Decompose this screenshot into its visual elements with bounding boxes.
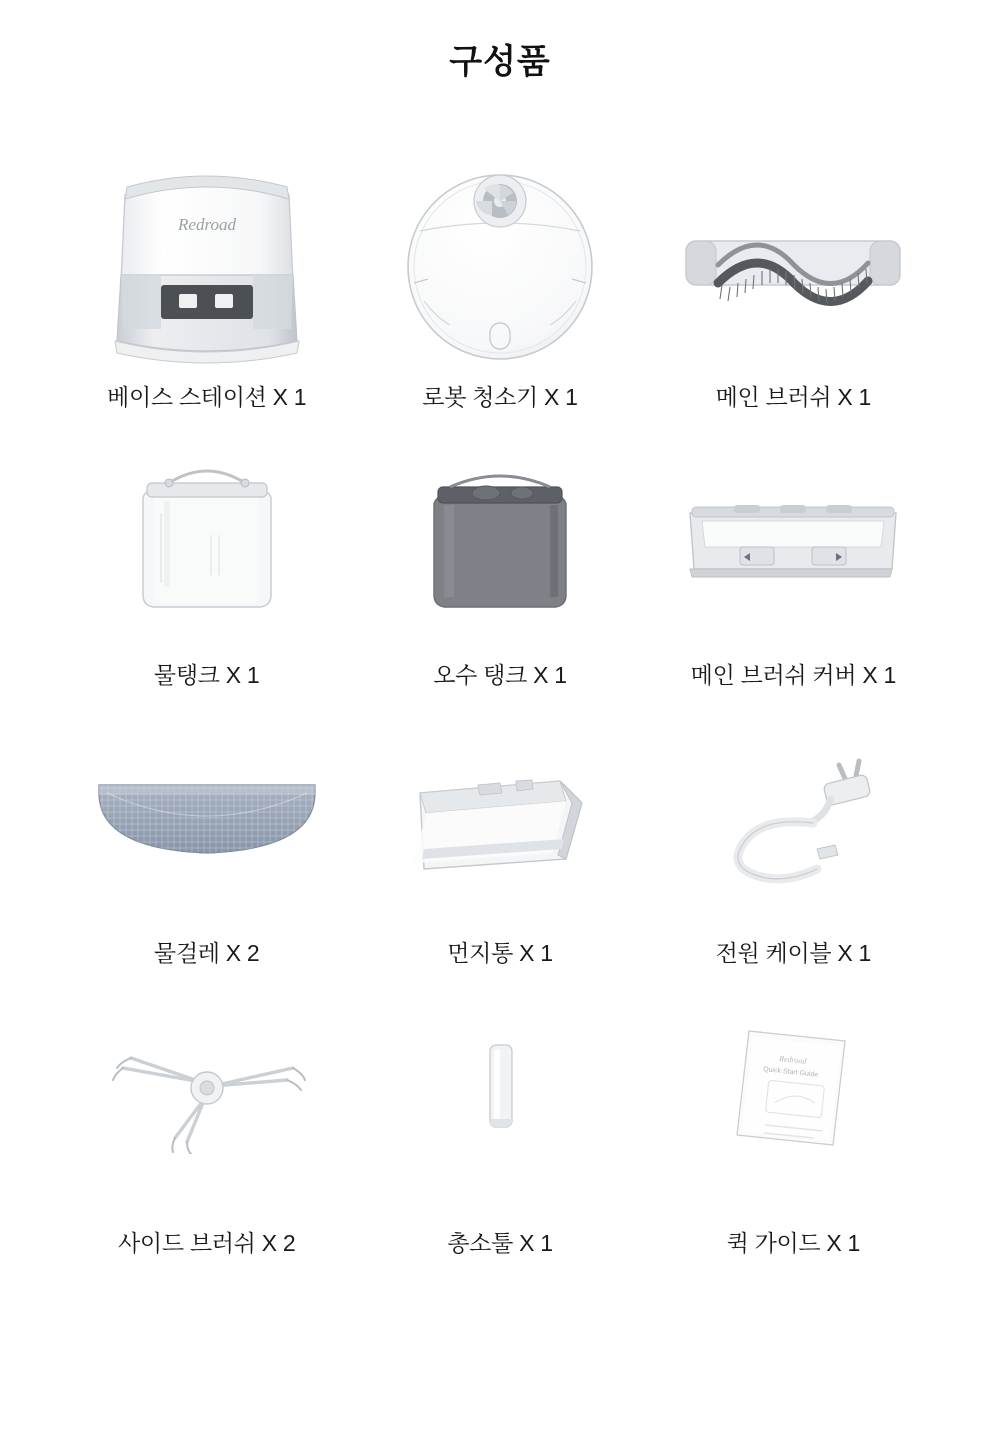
part-label: 사이드 브러쉬 X 2	[118, 1230, 296, 1256]
quick-guide-icon	[663, 989, 923, 1189]
part-label: 메인 브러쉬 X 1	[715, 384, 872, 410]
part-item-water-tank	[60, 433, 353, 711]
cleaning-tool-icon	[370, 989, 630, 1189]
part-item-cleaning-tool	[353, 989, 646, 1267]
part-item-quick-guide	[647, 989, 940, 1267]
part-item-robot-cleaner	[353, 155, 646, 433]
dust-bin-icon	[370, 711, 630, 931]
power-cable-icon	[663, 711, 923, 931]
part-item-main-brush-cover	[647, 433, 940, 711]
part-label: 총소툴 X 1	[447, 1230, 553, 1256]
dirty-water-tank-icon	[370, 433, 630, 653]
part-item-dirty-water-tank	[353, 433, 646, 711]
svg-text:Redroad: Redroad	[177, 215, 236, 234]
part-item-base-station	[60, 155, 353, 433]
guide-cover-title: Quick Start Guide	[763, 1066, 819, 1079]
part-label: 메인 브러쉬 커버 X 1	[690, 662, 896, 688]
part-label: 오수 탱크 X 1	[433, 662, 567, 688]
part-item-side-brush	[60, 989, 353, 1267]
part-label: 전원 케이블 X 1	[715, 940, 872, 966]
part-label: 로봇 청소기 X 1	[422, 384, 578, 410]
part-label: 베이스 스테이션 X 1	[107, 384, 307, 410]
robot-cleaner-icon	[370, 155, 630, 375]
base-station-icon	[77, 155, 337, 375]
part-item-mop-pad	[60, 711, 353, 989]
mop-pad-icon	[77, 711, 337, 931]
part-label: 물걸레 X 2	[153, 940, 260, 966]
part-label: 퀵 가이드 X 1	[726, 1230, 861, 1256]
part-item-power-cable	[647, 711, 940, 989]
parts-grid	[0, 155, 1000, 1267]
water-tank-icon	[77, 433, 337, 653]
part-label: 먼지통 X 1	[447, 940, 553, 966]
main-brush-icon	[663, 155, 923, 375]
part-item-dust-bin	[353, 711, 646, 989]
page-title: 구성품	[449, 43, 551, 81]
side-brush-icon	[77, 989, 337, 1189]
main-brush-cover-icon	[663, 433, 923, 653]
part-label: 물탱크 X 1	[153, 662, 260, 688]
guide-brand-text: Redroad	[779, 1054, 808, 1066]
part-item-main-brush	[647, 155, 940, 433]
